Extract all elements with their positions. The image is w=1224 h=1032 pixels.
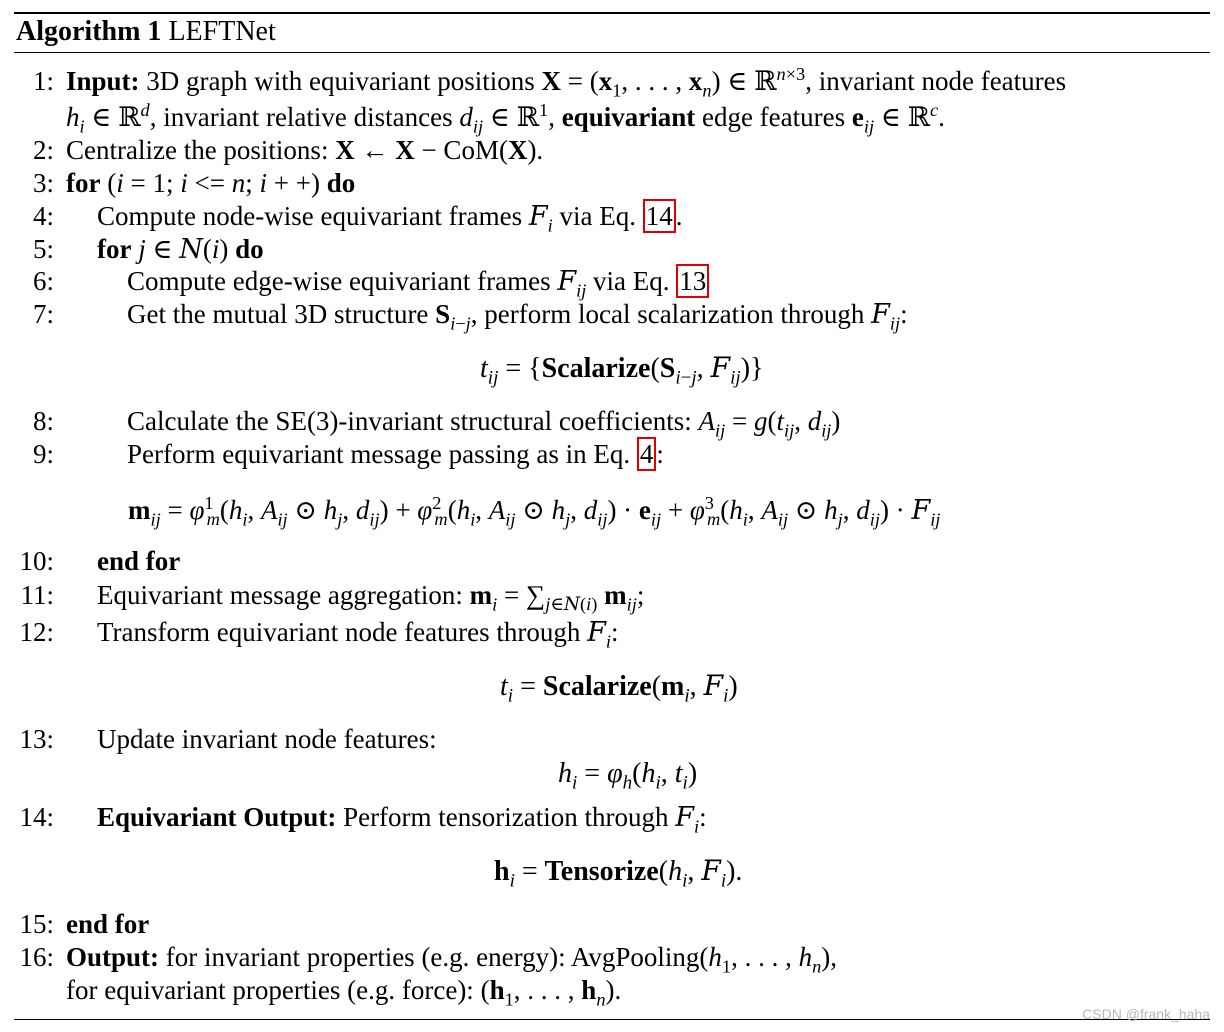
algorithm-label: Algorithm 1 [16,16,162,47]
algorithm-title [16,14,276,50]
line-text: Centralize the positions: X ← X − CoM(X). [66,135,544,165]
line-text: Equivariant message aggregation: $m_i = \sum_{j\in N(i)}$ $m_{ij}$; [97,580,645,616]
line-text: $h_i$ ∈ ℝ$^d$, invariant relative distances $d_{ij}$ ∈ ℝ$^1$, equivariant edge features $e_{ij}$ ∈ ℝ$^c$. [66,100,945,137]
text-segment: for equivariant properties (e.g. force): [66,975,481,1005]
text-segment: via Eq. [586,266,677,296]
equation-tensorize: $h_i$ = $Tensorize(h_i$, $F_i$). [494,854,743,892]
keyword-equivariant: equivariant [561,102,696,132]
bottom-rule [14,1019,1210,1020]
line-number: 7: [32,299,54,329]
line-number: 10: [19,546,54,576]
text-segment: Perform tensorization through [336,802,676,832]
line-number: 4: [32,201,54,231]
text-segment: Get the mutual 3D structure [127,299,436,329]
operator-scalarize: Scalarize [541,353,651,384]
keyword-end-for: end for [97,546,181,576]
line-text [66,907,149,941]
equation-hi: $h_i = \varphi_h(h_i$, $t_i$) [558,758,698,794]
keyword-output: Output: [66,942,160,972]
line-text: Compute node-wise equivariant frames $F_i$ via Eq. 14 . [97,201,683,236]
text-segment: , invariant relative distances [149,102,460,132]
equation-ref-link[interactable]: 14 [643,199,676,233]
watermark: CSDN @frank_haha [1082,1006,1210,1022]
text-segment: Compute edge-wise equivariant frames [127,266,558,296]
text-segment: for invariant properties (e.g. energy): AvgPooling [159,942,700,972]
line-number: 6: [32,266,54,296]
line-number: 3: [32,168,54,198]
keyword-do: do [326,168,356,198]
text-segment: Compute node-wise equivariant frames [97,201,529,231]
line-number: 14: [19,802,54,832]
line-number: 12: [19,617,54,647]
line-number: 11: [20,580,54,610]
line-number: 5: [32,234,54,264]
line-text: Transform equivariant node features through $F_i$: [97,617,619,652]
line-text: Output: for invariant properties (e.g. energy): $AvgPooling(h_1$, . . . , $h_n$), [66,942,838,977]
line-number: 8: [32,406,54,436]
equation-ref-link[interactable]: 13 [676,264,709,298]
line-text: Input: 3D graph with equivariant positions $X = (x_1$, . . . , $x_n$) ∈ ℝ$^{n\times 3}$, invariant node features [66,64,1067,101]
line-text [97,544,180,578]
line-number: 16: [19,942,54,972]
line-number: 9: [32,439,54,469]
line-number: 13: [19,724,54,754]
text-segment: Perform equivariant message passing as in Eq. [127,439,637,469]
equation-ref-link[interactable]: 4 [637,437,657,471]
text-segment: 3D graph with equivariant positions [139,66,542,96]
line-text: Calculate the SE(3)-invariant structural coefficients: $A_{ij} = g(t_{ij}$, $d_{ij}$) [127,406,841,441]
line-text: Get the mutual 3D structure $S_{i-j}$, perform local scalarization through $F_{ij}$: [127,299,908,334]
equation-ti: $t_i$ = $Scalarize(m_i$, $F_i$) [500,669,738,707]
algorithm-name: LEFTNet [168,16,276,47]
line-number: 15: [19,909,54,939]
line-text: for equivariant properties (e.g. force): ($h_1$, . . . , $h_n$). [66,975,622,1010]
line-number: 1: [32,66,54,96]
operator-tensorize: Tensorize [544,856,659,887]
line-text: Update invariant node features: [97,724,437,754]
line-text: Compute edge-wise equivariant frames $F_{ij}$ via Eq. 13 [127,264,709,299]
line-number: 2: [32,135,54,165]
text-segment: edge features [695,102,852,132]
text-segment: Transform equivariant node features through [97,617,588,647]
text-segment: Calculate the SE(3)-invariant structural coefficients: [127,406,699,436]
text-segment: via Eq. [552,201,643,231]
line-text: for j ∈ N(i) do [97,234,264,265]
keyword-for: for [66,168,101,198]
line-text: Equivariant Output: Perform tensorization through $F_i$: [97,802,707,837]
text-segment: , invariant node features [805,66,1067,96]
keyword-end-for: end for [66,909,150,939]
title-rule [14,52,1210,53]
text-segment: Equivariant message aggregation: [97,580,470,610]
line-text: for (i = 1; i <= n; i + +) do [66,168,356,198]
operator-scalarize: Scalarize [542,671,652,702]
equation-mij: $m_{ij} = \varphi^1_m(h_i$, $A_{ij}$ ⊙ $h_j$, $d_{ij}) + \varphi^2_m(h_i$, $A_{ij}$ ⊙ $h_j$, $d_{ij}) \cdot e_{ij} + \varphi^3_m(h_i$, $A_{ij}$ ⊙ $h_j$, $d_{ij}) \cdot F_{ij}$ [128,493,941,530]
equation-tij: $t_{ij}$ = {$Scalarize(S_{i-j}$, $F_{ij}$)} [480,351,764,389]
keyword-equivariant-output: Equivariant Output: [97,802,337,832]
line-text: Perform equivariant message passing as in Eq. 4 : [127,439,664,469]
text-segment: , perform local scalarization through [470,299,872,329]
keyword-input: Input: [66,66,140,96]
keyword-for: for [97,234,132,264]
text-segment: Centralize the positions: [66,135,336,165]
keyword-do: do [235,234,264,264]
